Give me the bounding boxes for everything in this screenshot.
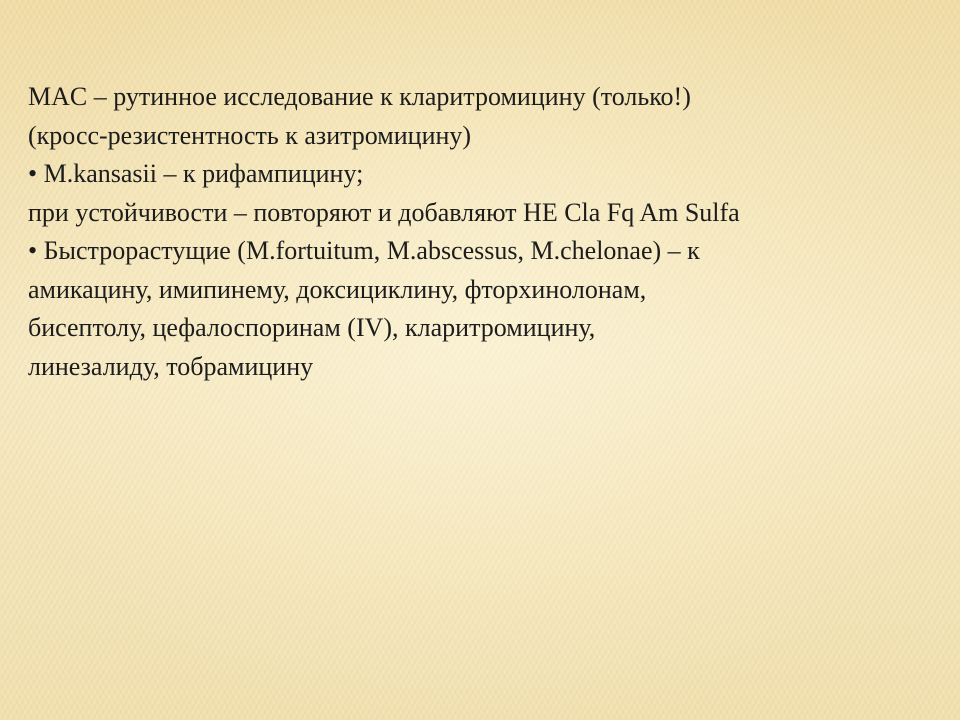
text-line-antibiotics-2: бисептолу, цефалоспоринам (IV), кларитромицину, — [28, 313, 596, 342]
text-line-antibiotics-1: амикацину, имипинему, доксициклину, фторхинолонам, — [28, 274, 647, 304]
text-line-antibiotics-3: линезалиду, тобрамицину — [28, 351, 314, 381]
bullet-fast-growing: • Быстрорастущие (M.fortuitum, M.abscessus, M.chelonae) – к — [28, 236, 700, 265]
bullet-kansasii: • M.kansasii – к рифампицину; — [28, 159, 364, 188]
text-line-mac: MAC – рутинное исследование к кларитромицину (только!) — [28, 82, 691, 111]
slide-text-body — [28, 78, 928, 386]
text-line-cross-resistance: (кросс-резистентность к азитромицину) — [28, 120, 472, 150]
text-line-resistance-repeat: при устойчивости – повторяют и добавляют НЕ Cla Fq Am Sulfa — [28, 197, 740, 227]
